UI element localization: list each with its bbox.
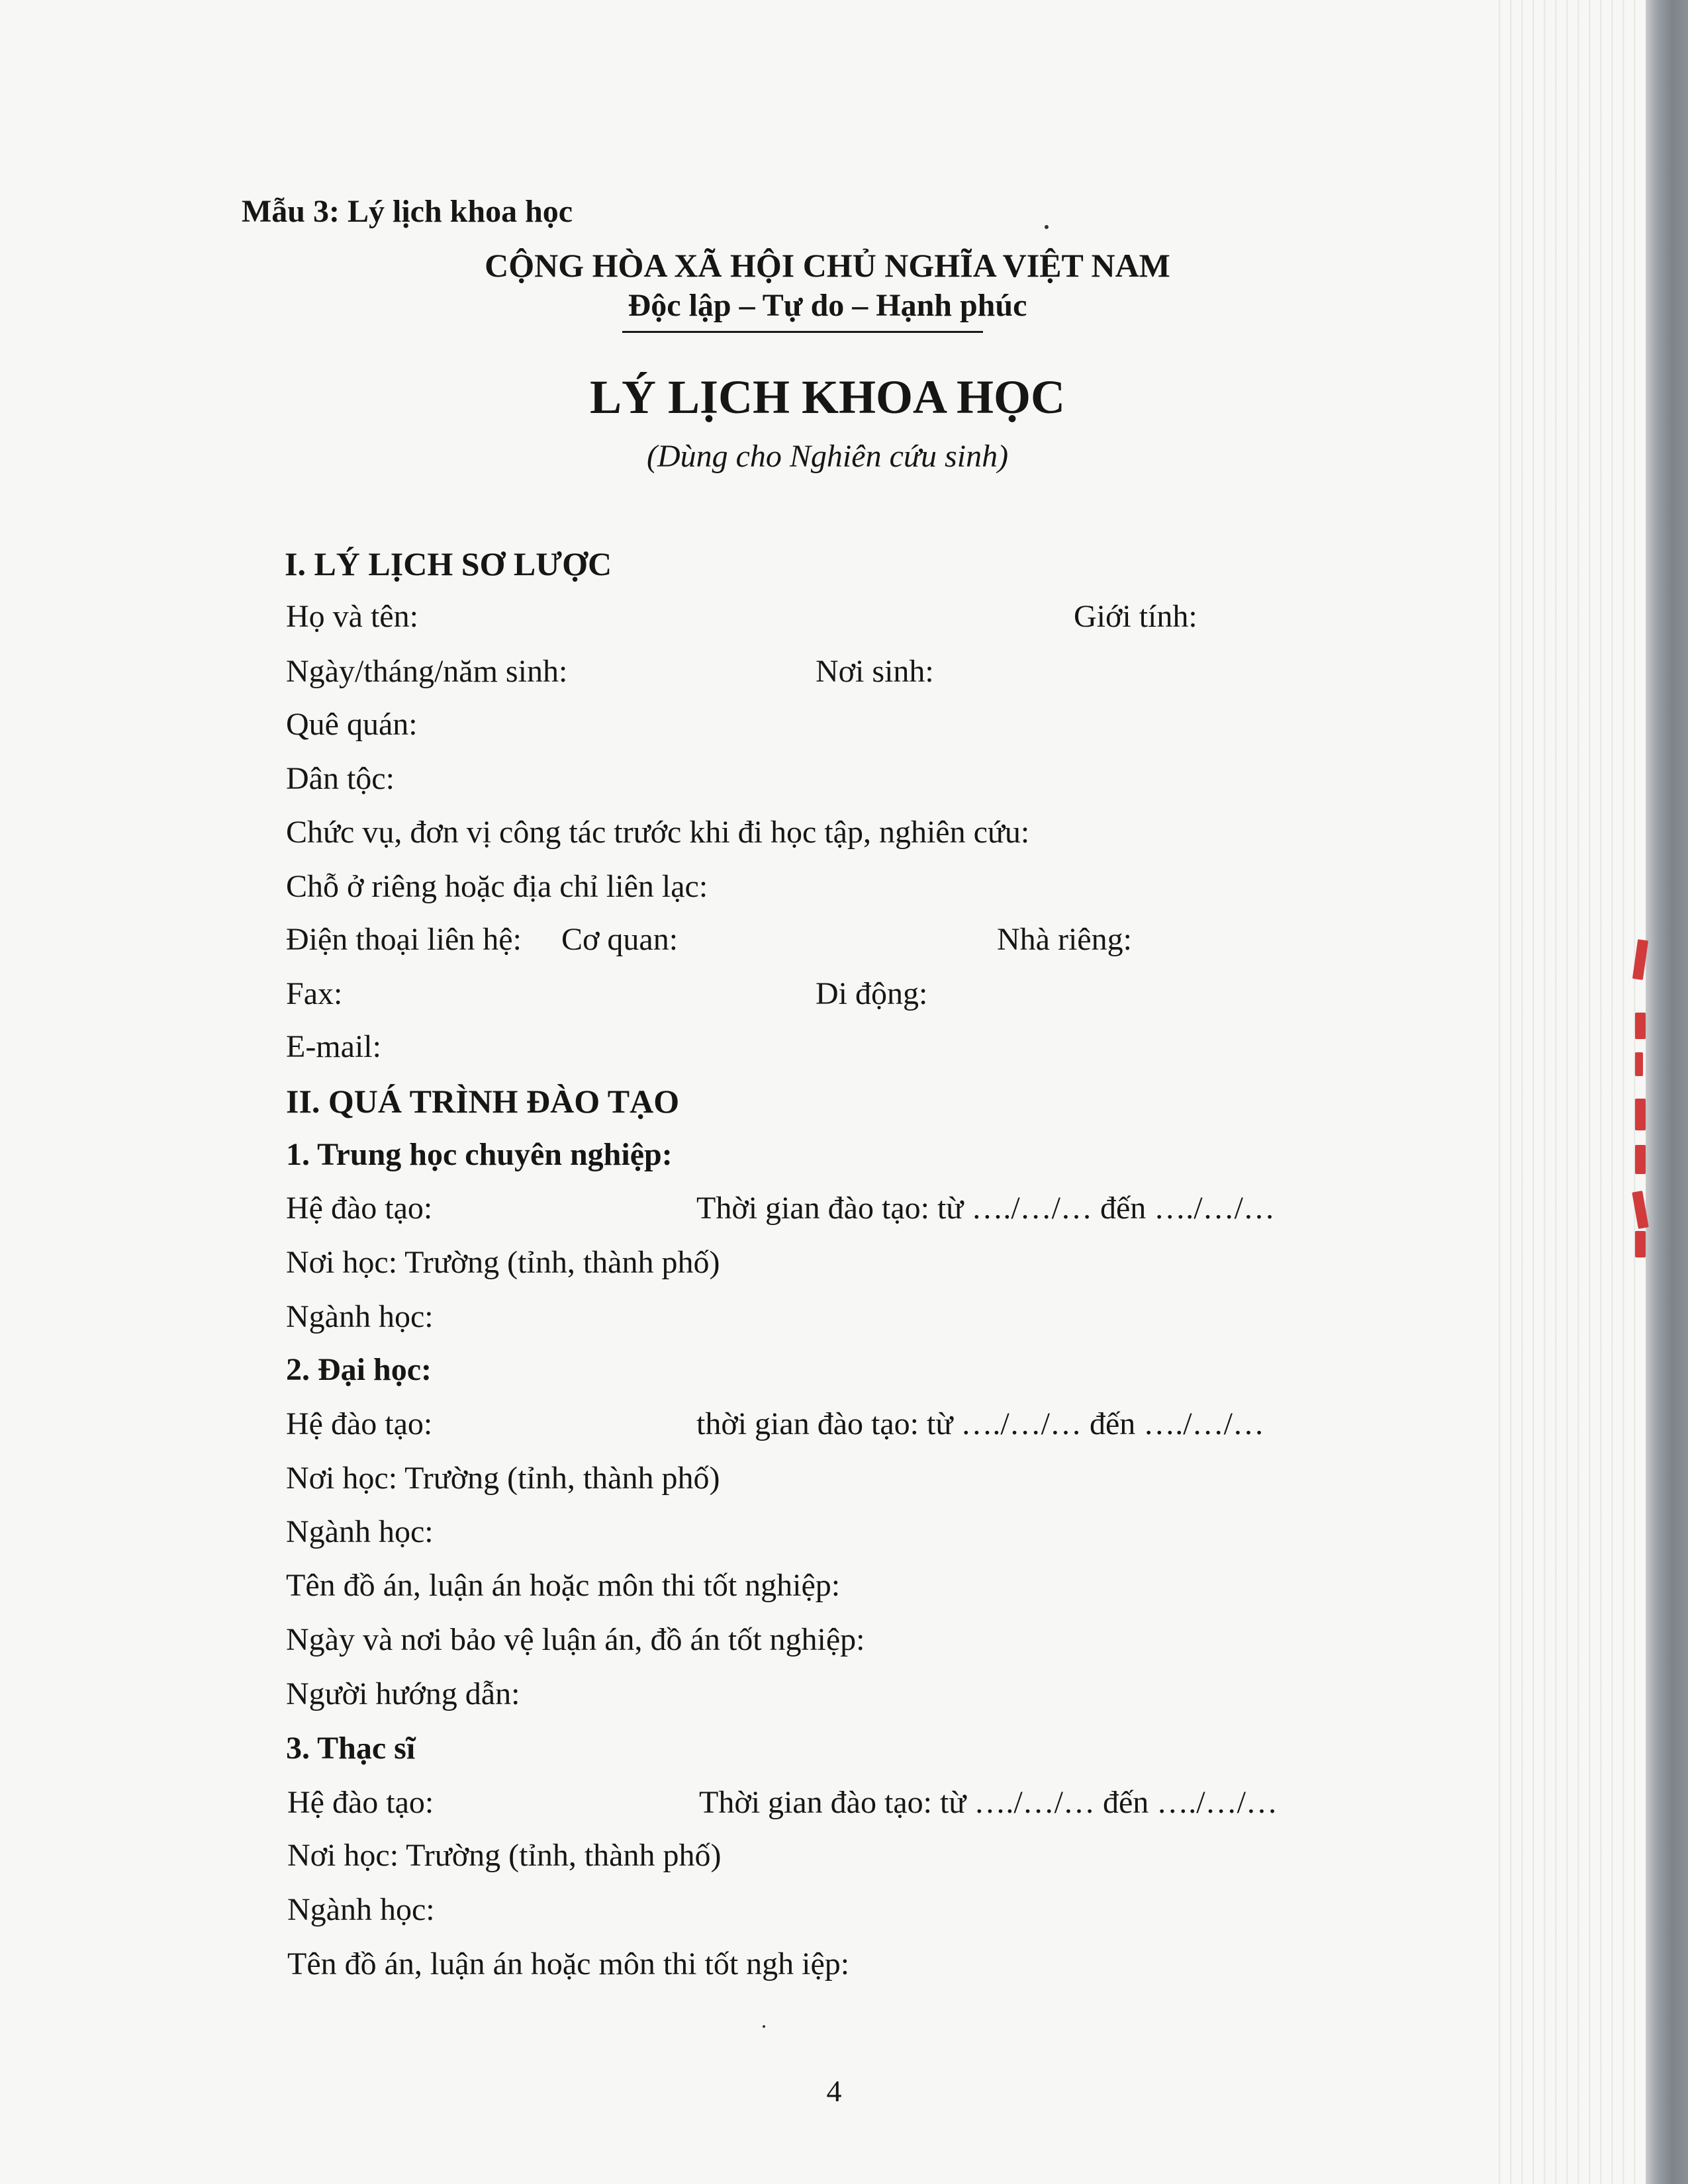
red-stamp-fragment [1635,1099,1646,1130]
sub3-place-label: Nơi học: Trường (tỉnh, thành phố) [287,1838,722,1873]
section-1-heading: I. LÝ LỊCH SƠ LƯỢC [285,545,612,582]
address-label: Chỗ ở riêng hoặc địa chỉ liên lạc: [286,869,708,904]
subsection-2-heading: 2. Đại học: [286,1352,432,1387]
sub2-defense-label: Ngày và nơi bảo vệ luận án, đồ án tốt nghiệp: [286,1622,865,1657]
sub3-major-label: Ngành học: [287,1892,435,1927]
form-label: Mẫu 3: Lý lịch khoa học [242,194,573,229]
phone-label: Điện thoại liên hệ: [286,922,522,957]
sub2-system-label: Hệ đào tạo: [286,1406,433,1441]
sub2-thesis-label: Tên đồ án, luận án hoặc môn thi tốt nghiệp: [286,1568,841,1603]
fax-label: Fax: [286,976,343,1011]
motto-underline [622,331,983,333]
page-number: 4 [826,2074,842,2108]
email-label: E-mail: [286,1029,381,1064]
mobile-label: Di động: [816,976,928,1011]
sub3-system-label: Hệ đào tạo: [287,1785,434,1820]
red-stamp-fragment [1635,1231,1646,1257]
full-name-label: Họ và tên: [286,599,418,634]
scanner-border [1646,0,1688,2184]
sub1-period-label: Thời gian đào tạo: từ …./…/… đến …./…/… [696,1191,1275,1226]
subsection-3-heading: 3. Thạc sĩ [286,1731,416,1766]
page-title: LÝ LỊCH KHOA HỌC [589,371,1066,424]
sub2-period-label: thời gian đào tạo: từ …./…/… đến …./…/… [696,1406,1264,1441]
sub2-major-label: Ngành học: [286,1514,434,1549]
phone-office-label: Cơ quan: [561,922,679,957]
sub1-major-label: Ngành học: [286,1299,434,1334]
position-label: Chức vụ, đơn vị công tác trước khi đi học tập, nghiên cứu: [286,815,1030,850]
page-subtitle: (Dùng cho Nghiên cứu sinh) [646,439,1009,474]
sub3-period-label: Thời gian đào tạo: từ …./…/… đến …./…/… [699,1785,1278,1820]
scan-page-edges [1489,0,1642,2184]
red-stamp-fragment [1635,1013,1646,1039]
section-2-heading: II. QUÁ TRÌNH ĐÀO TẠO [286,1083,680,1120]
ethnicity-label: Dân tộc: [286,761,395,796]
national-header: CỘNG HÒA XÃ HỘI CHỦ NGHĨA VIỆT NAM [485,247,1170,284]
hometown-label: Quê quán: [286,707,418,742]
scan-speck [763,2025,765,2028]
red-stamp-fragment [1635,1145,1646,1174]
gender-label: Giới tính: [1074,599,1197,634]
sub3-thesis-label: Tên đồ án, luận án hoặc môn thi tốt ngh iệp: [287,1946,850,1981]
sub1-place-label: Nơi học: Trường (tỉnh, thành phố) [286,1245,720,1280]
dob-label: Ngày/tháng/năm sinh: [286,654,568,689]
red-stamp-fragment [1635,1052,1643,1076]
sub2-advisor-label: Người hướng dẫn: [286,1676,520,1711]
sub2-place-label: Nơi học: Trường (tỉnh, thành phố) [286,1461,720,1496]
birthplace-label: Nơi sinh: [816,654,934,689]
national-motto: Độc lập – Tự do – Hạnh phúc [628,288,1027,323]
scan-speck [1045,225,1049,229]
sub1-system-label: Hệ đào tạo: [286,1191,433,1226]
phone-home-label: Nhà riêng: [997,922,1132,957]
subsection-1-heading: 1. Trung học chuyên nghiệp: [286,1137,673,1172]
